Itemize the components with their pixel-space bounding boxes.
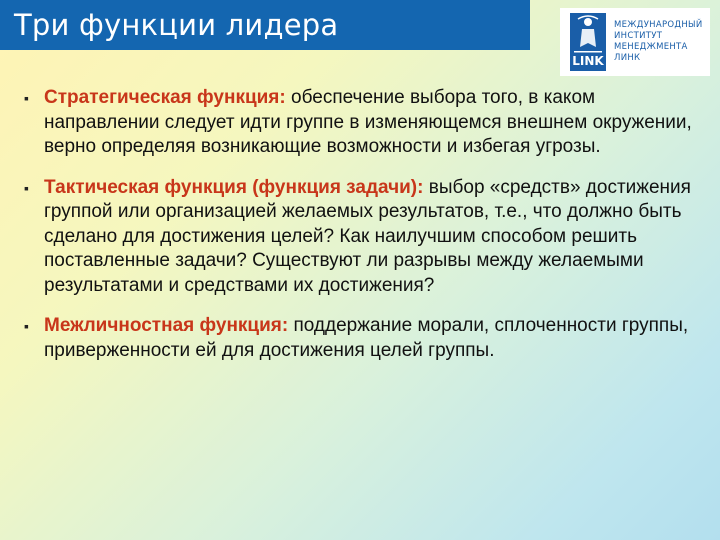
term-tactical: Тактическая функция (функция задачи): xyxy=(44,176,424,198)
list-item-interpersonal xyxy=(24,314,694,363)
logo-line-2: ИНСТИТУТ xyxy=(614,31,663,41)
logo-brand-text: LINK xyxy=(572,54,604,68)
list-item-strategic xyxy=(24,86,694,160)
text-interpersonal: поддержание морали, сплоченности группы, приверженности ей для достижения целей группы. xyxy=(44,315,689,361)
bullet-icon: ▪ xyxy=(24,90,29,106)
text-tactical: выбор «средств» достижения группой или организацией желаемых результатов, т.е., что должно быть сделано для достижения целей? Как наилучшим способом решить поставленные задачи? Существуют ли разрывы между желаемыми результатами и средствами их достижения? xyxy=(44,176,691,296)
logo xyxy=(560,8,710,76)
text-strategic: обеспечение выбора того, в каком направлении следует идти группе в изменяющемся внешнем окружении, верно определяя возникающие возможности и избегая угрозы. xyxy=(44,87,692,157)
term-interpersonal: Межличностная функция: xyxy=(44,315,289,336)
logo-line-3: МЕНЕДЖМЕНТА xyxy=(614,42,688,52)
bullet-icon: ▪ xyxy=(24,318,29,334)
bullet-list xyxy=(24,86,694,379)
term-strategic: Стратегическая функция: xyxy=(44,87,286,108)
bullet-icon: ▪ xyxy=(24,179,29,196)
title-bar xyxy=(0,0,530,50)
link-logo-icon xyxy=(570,13,606,71)
list-item-tactical xyxy=(24,176,694,299)
logo-text xyxy=(614,20,703,64)
logo-line-1: МЕЖДУНАРОДНЫЙ xyxy=(614,20,703,30)
page-title: Три функции лидера xyxy=(14,8,339,42)
logo-line-4: ЛИНК xyxy=(614,53,641,63)
